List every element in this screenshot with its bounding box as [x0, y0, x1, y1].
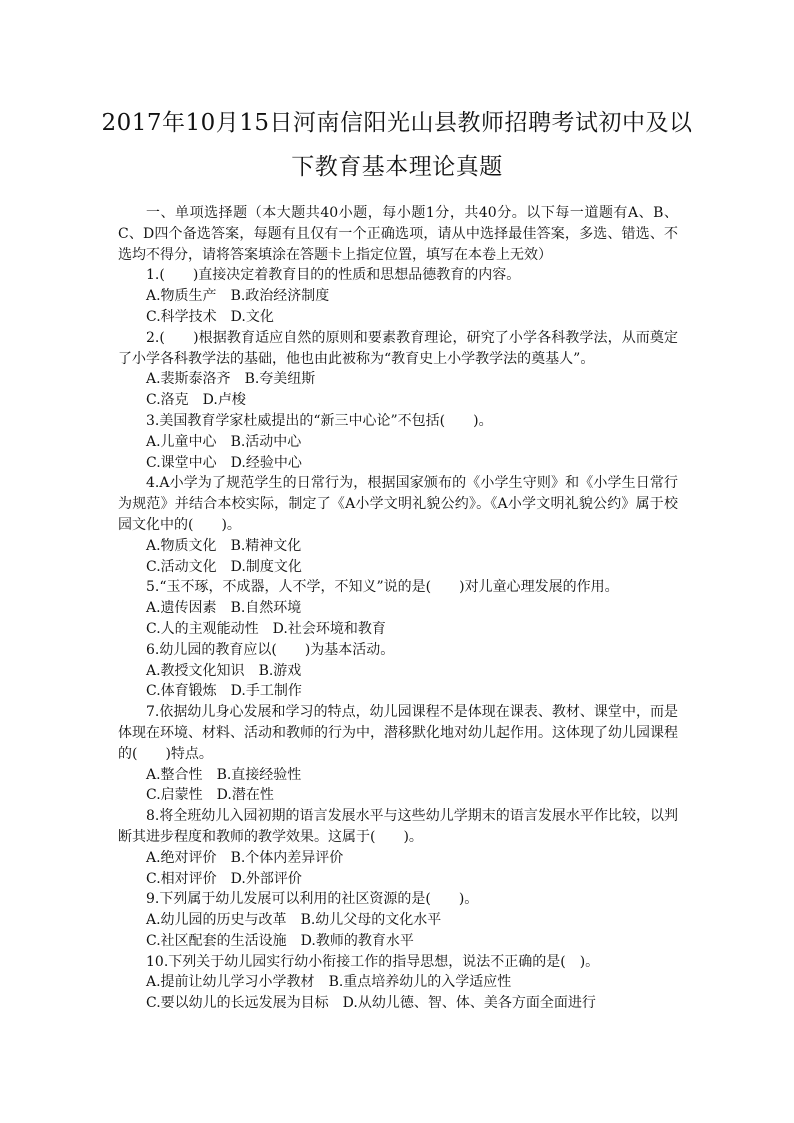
answer-option: D.经验中心: [230, 454, 302, 471]
answer-option: C.社区配套的生活设施: [146, 932, 287, 949]
answer-option: D.手工制作: [230, 683, 302, 700]
answer-option: D.制度文化: [230, 558, 302, 575]
answer-option: A.裴斯泰洛齐: [146, 371, 231, 388]
question-stem: 9.下列属于幼儿发展可以利用的社区资源的是( )。: [146, 891, 479, 908]
option-row: [118, 307, 678, 328]
option-row: [118, 557, 678, 578]
option-row: [118, 661, 678, 682]
option-row: [118, 993, 678, 1014]
document-body: [118, 203, 678, 1014]
question-list: [118, 265, 678, 1014]
answer-option: B.活动中心: [230, 433, 302, 450]
answer-option: D.文化: [230, 308, 274, 325]
option-row: [118, 972, 678, 993]
answer-option: C.活动文化: [146, 558, 217, 575]
question-stem: 4.A小学为了规范学生的日常行为，根据国家颁布的《小学生守则》和《小学生日常行为规范》并结合本校实际，制定了《A小学文明礼貌公约》。《A小学文明礼貌公约》属于校园文化中的( )。: [118, 475, 678, 533]
answer-option: A.教授文化知识: [146, 662, 245, 679]
section-intro: 一、单项选择题（本大题共40小题，每小题1分，共40分。以下每一道题有A、B、C、D四个备选答案，每题有且仅有一个正确选项，请从中选择最佳答案，多选、错选、不选均不得分，请将答案填涂在答题卡上指定位置，填写在本卷上无效）: [118, 205, 678, 263]
answer-option: A.绝对评价: [146, 849, 217, 866]
answer-option: B.政治经济制度: [230, 288, 330, 305]
option-row: [118, 369, 678, 390]
answer-option: A.儿童中心: [146, 433, 217, 450]
answer-option: B.精神文化: [230, 537, 302, 554]
question-stem: 3.美国教育学家杜威提出的“新三中心论”不包括( )。: [146, 412, 493, 429]
answer-option: B.重点培养幼儿的入学适应性: [328, 974, 512, 991]
answer-option: A.幼儿园的历史与改革: [146, 912, 287, 929]
answer-option: D.潜在性: [216, 787, 274, 804]
question-stem: 7.依据幼儿身心发展和学习的特点，幼儿园课程不是体现在课表、教材、课堂中，而是体现在环境、材料、活动和教师的行为中，潜移默化地对幼儿起作用。这体现了幼儿园课程的( )特点。: [118, 704, 678, 762]
answer-option: C.课堂中心: [146, 454, 217, 471]
option-row: [118, 619, 678, 640]
question-stem: 2.( )根据教育适应自然的原则和要素教育理论，研究了小学各科教学法，从而奠定了小学各科教学法的基础，他也由此被称为“教育史上小学教学法的奠基人”。: [118, 329, 678, 367]
answer-option: D.外部评价: [230, 870, 302, 887]
option-row: [118, 453, 678, 474]
answer-option: B.幼儿父母的文化水平: [300, 912, 442, 929]
answer-option: B.个体内差异评价: [230, 849, 344, 866]
answer-option: A.遗传因素: [146, 600, 217, 617]
answer-option: B.游戏: [258, 662, 302, 679]
answer-option: C.科学技术: [146, 308, 217, 325]
answer-option: A.提前让幼儿学习小学教材: [146, 974, 315, 991]
option-row: [118, 931, 678, 952]
option-row: [118, 536, 678, 557]
answer-option: D.卢梭: [202, 392, 246, 409]
answer-option: D.教师的教育水平: [300, 932, 414, 949]
question-stem: 1.( )直接决定着教育目的的性质和思想品德教育的内容。: [146, 267, 521, 284]
answer-option: D.社会环境和教育: [272, 620, 386, 637]
answer-option: C.体育锻炼: [146, 683, 217, 700]
answer-option: C.洛克: [146, 392, 189, 409]
answer-option: B.自然环境: [230, 600, 302, 617]
option-row: [118, 869, 678, 890]
option-row: [118, 286, 678, 307]
answer-option: C.相对评价: [146, 870, 217, 887]
page-title-line-1: 2017年10月15日河南信阳光山县教师招聘考试初中及以: [101, 110, 693, 136]
answer-option: D.从幼儿德、智、体、美各方面全面进行: [342, 995, 596, 1012]
answer-option: A.整合性: [146, 766, 203, 783]
page-title-line-2: 下教育基本理论真题: [291, 154, 503, 180]
question-stem: 6.幼儿园的教育应以( )为基本活动。: [146, 641, 395, 658]
answer-option: C.人的主观能动性: [146, 620, 259, 637]
question-stem: 10.下列关于幼儿园实行幼小衔接工作的指导思想，说法不正确的是( )。: [146, 953, 600, 970]
option-row: [118, 432, 678, 453]
answer-option: C.要以幼儿的长远发展为目标: [146, 995, 329, 1012]
option-row: [118, 848, 678, 869]
option-row: [118, 765, 678, 786]
question-stem: 8.将全班幼儿入园初期的语言发展水平与这些幼儿学期末的语言发展水平作比较，以判断其进步程度和教师的教学效果。这属于( )。: [118, 808, 678, 845]
option-row: [118, 785, 678, 806]
option-row: [118, 390, 678, 411]
question-stem: 5.“玉不琢，不成器，人不学，不知义”说的是( )对儿童心理发展的作用。: [146, 579, 619, 596]
answer-option: B.直接经验性: [216, 766, 302, 783]
option-row: [118, 910, 678, 931]
answer-option: A.物质文化: [146, 537, 217, 554]
answer-option: A.物质生产: [146, 288, 217, 305]
answer-option: B.夸美纽斯: [244, 371, 316, 388]
answer-option: C.启蒙性: [146, 787, 203, 804]
option-row: [118, 598, 678, 619]
option-row: [118, 681, 678, 702]
